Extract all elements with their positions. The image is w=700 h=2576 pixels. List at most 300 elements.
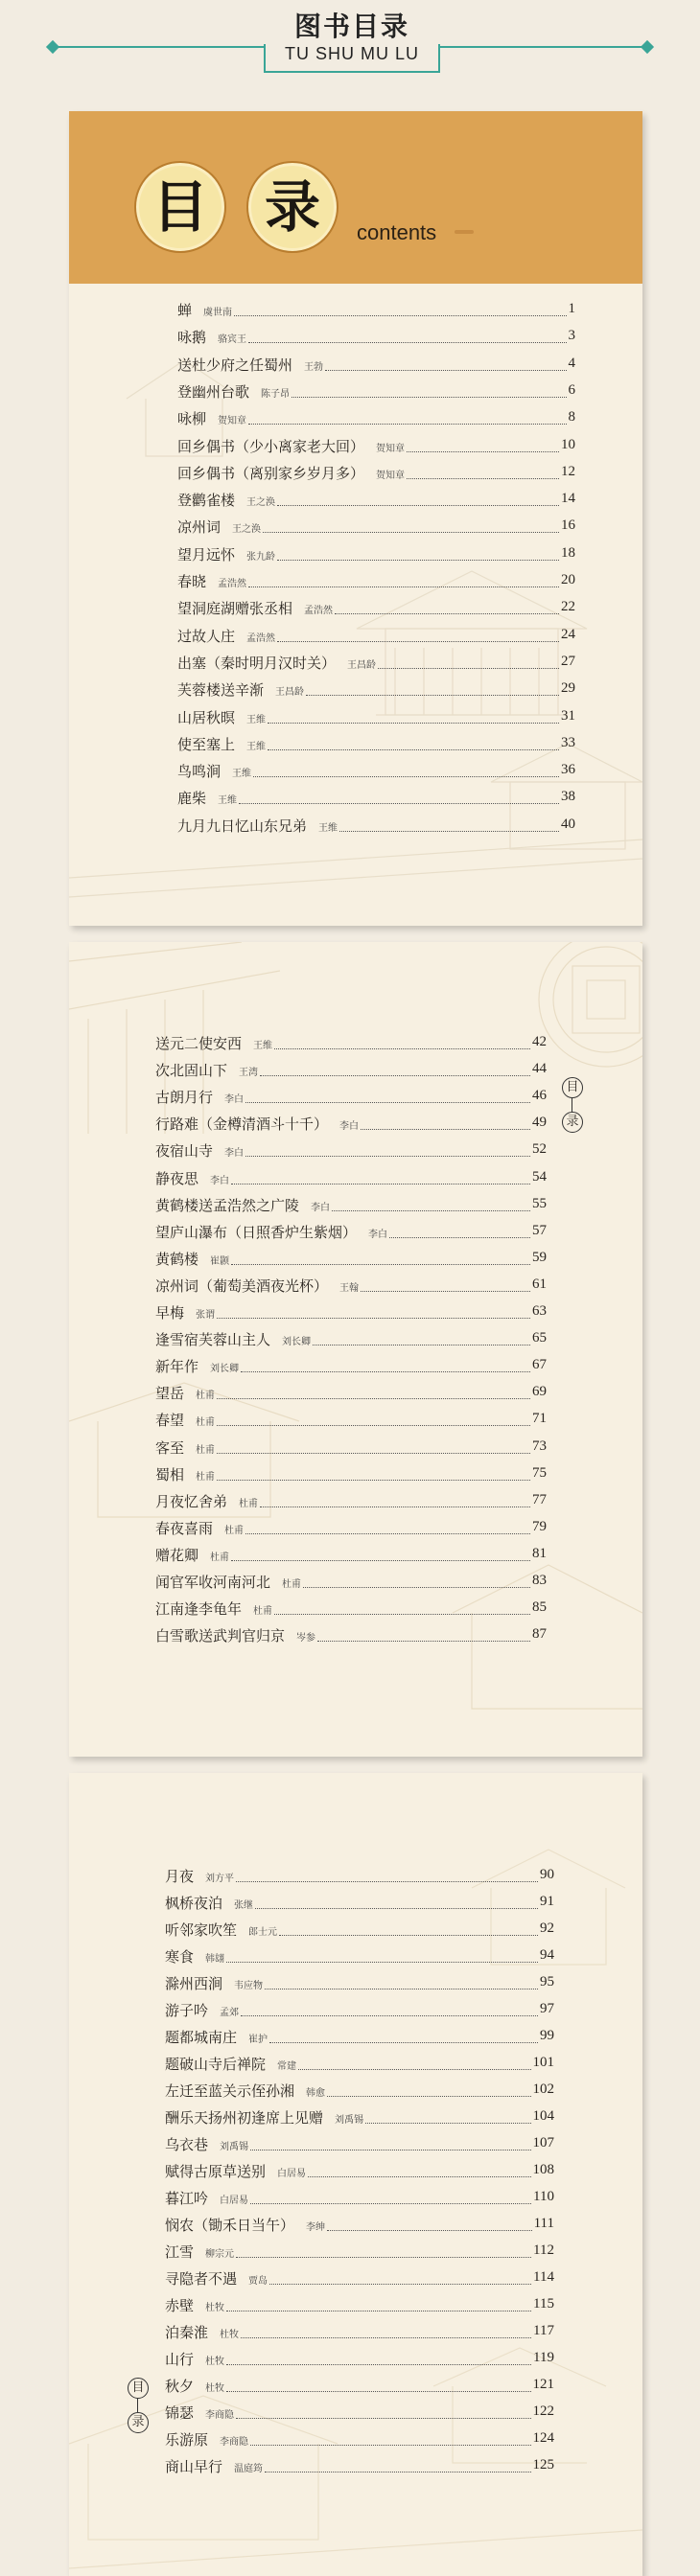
toc-entry-page-number: 117 bbox=[533, 2323, 554, 2338]
toc-entry-leader-dots bbox=[303, 1587, 530, 1588]
toc-entry[interactable] bbox=[69, 759, 642, 782]
toc-entry[interactable] bbox=[69, 2132, 642, 2155]
toc-entry-text bbox=[155, 1356, 239, 1376]
toc-entry-leader-dots bbox=[255, 1908, 538, 1909]
toc-entry-page-number: 4 bbox=[568, 355, 575, 371]
toc-entry-leader-dots bbox=[269, 2042, 538, 2043]
toc-entry-author: 王维 bbox=[218, 795, 238, 807]
toc-entry-text bbox=[155, 1518, 244, 1538]
toc-entry-text bbox=[177, 707, 266, 727]
toc-entry-leader-dots bbox=[389, 1237, 530, 1238]
toc-entry-title: 鹿柴 bbox=[177, 790, 207, 808]
toc-entry[interactable] bbox=[69, 1516, 642, 1539]
toc-entry-text bbox=[155, 1491, 258, 1511]
toc-entry[interactable] bbox=[69, 434, 642, 457]
toc-entry-leader-dots bbox=[248, 586, 559, 587]
toc-entry-leader-dots bbox=[245, 1156, 530, 1157]
toc-entry-leader-dots bbox=[361, 1291, 530, 1292]
toc-entry-page-number: 125 bbox=[532, 2457, 554, 2472]
toc-entry[interactable] bbox=[69, 1085, 642, 1108]
toc-entry-leader-dots bbox=[217, 1480, 530, 1481]
toc-entry-title: 听邻家吹笙 bbox=[165, 1921, 238, 1939]
toc-entry-author: 杜甫 bbox=[224, 1525, 245, 1536]
toc-entry-leader-dots bbox=[268, 749, 559, 750]
toc-entry-title: 月夜 bbox=[165, 1868, 195, 1885]
toc-entry-leader-dots bbox=[231, 1560, 530, 1561]
header-line-right bbox=[436, 46, 647, 48]
toc-entry-author: 白居易 bbox=[220, 2196, 249, 2206]
toc-entry-author: 温庭筠 bbox=[234, 2464, 264, 2474]
toc-entry[interactable] bbox=[69, 2079, 642, 2102]
toc-entry-title: 回乡偶书（离别家乡岁月多） bbox=[177, 464, 365, 482]
toc-entry-page-number: 40 bbox=[561, 816, 575, 832]
toc-entry-leader-dots bbox=[365, 2123, 530, 2124]
toc-entry[interactable] bbox=[69, 461, 642, 484]
header-diamond-right bbox=[641, 40, 654, 54]
toc-entry-page-number: 85 bbox=[532, 1599, 547, 1616]
toc-entry-text bbox=[165, 2268, 268, 2288]
toc-entry-text bbox=[155, 1410, 215, 1430]
toc-entry[interactable] bbox=[69, 569, 642, 592]
toc-entry-text bbox=[165, 1973, 263, 1993]
toc-entry-title: 赤壁 bbox=[165, 2297, 195, 2314]
toc-entry-text bbox=[165, 2134, 248, 2154]
toc-entry-page-number: 14 bbox=[561, 491, 575, 507]
toc-entry[interactable] bbox=[69, 1436, 642, 1459]
toc-entry-author: 岑参 bbox=[296, 1633, 316, 1644]
toc-entry[interactable] bbox=[69, 1408, 642, 1431]
toc-entry-author: 杜牧 bbox=[205, 2383, 225, 2394]
toc-entry-title: 夜宿山寺 bbox=[155, 1142, 214, 1161]
toc-entry[interactable] bbox=[69, 1623, 642, 1646]
toc-entry-page-number: 91 bbox=[540, 1894, 554, 1909]
toc-entry-text bbox=[177, 517, 261, 537]
toc-entry-title: 登鹳雀楼 bbox=[177, 492, 236, 510]
toc-entry-text bbox=[165, 2161, 306, 2181]
toc-entry-page-number: 46 bbox=[532, 1088, 547, 1104]
toc-entry-text bbox=[165, 2081, 325, 2101]
toc-entry-title: 芙蓉楼送辛渐 bbox=[177, 681, 265, 700]
toc-entry-page-number: 59 bbox=[532, 1249, 547, 1265]
toc-entry-page-number: 115 bbox=[533, 2296, 554, 2312]
toc-entry[interactable] bbox=[69, 1274, 642, 1297]
toc-entry-text bbox=[155, 1438, 215, 1458]
toc-entry-title: 使至塞上 bbox=[177, 735, 236, 753]
toc-entry-page-number: 73 bbox=[532, 1438, 547, 1454]
toc-entry-page-number: 97 bbox=[540, 2001, 554, 2016]
toc-entry-leader-dots bbox=[313, 1345, 530, 1346]
toc-entry[interactable] bbox=[69, 2266, 642, 2289]
toc-entry-text bbox=[155, 1195, 330, 1215]
toc-entry-page-number: 90 bbox=[540, 1867, 554, 1882]
toc-entry-page-number: 92 bbox=[540, 1920, 554, 1936]
toc-entry-text bbox=[155, 1329, 311, 1349]
toc-entry-text bbox=[165, 2188, 248, 2208]
toc-entry-author: 杜牧 bbox=[220, 2330, 240, 2340]
toc-entry-author: 王勃 bbox=[304, 361, 324, 373]
toc-entry-author: 陈子昂 bbox=[261, 388, 291, 400]
toc-entry-author: 王湾 bbox=[239, 1068, 259, 1079]
toc-entry-page-number: 83 bbox=[532, 1573, 547, 1588]
toc-entry-page-number: 111 bbox=[533, 2216, 554, 2231]
toc-entry[interactable] bbox=[69, 2186, 642, 2209]
toc-entry-page-number: 102 bbox=[532, 2082, 554, 2097]
toc-entry-page-number: 20 bbox=[561, 572, 575, 587]
toc-entry-text bbox=[155, 1033, 272, 1053]
toc-entry-text bbox=[165, 2054, 296, 2074]
toc-entry-page-number: 63 bbox=[532, 1303, 547, 1319]
toc-page-1 bbox=[69, 111, 642, 926]
toc-entry[interactable] bbox=[69, 2052, 642, 2075]
side-tab-lu: 录 bbox=[562, 1112, 583, 1133]
toc-entry-title: 白雪歌送武判官归京 bbox=[155, 1627, 286, 1645]
toc-entry[interactable] bbox=[69, 2454, 642, 2477]
toc-entry-text bbox=[177, 300, 232, 320]
toc-entry-title: 春望 bbox=[155, 1412, 185, 1430]
toc-entry-leader-dots bbox=[217, 1398, 530, 1399]
toc-entry[interactable] bbox=[69, 488, 642, 511]
toc-entry-page-number: 75 bbox=[532, 1464, 547, 1481]
toc-entry[interactable] bbox=[69, 1138, 642, 1162]
toc-entry-leader-dots bbox=[236, 2257, 531, 2258]
toc-entry[interactable] bbox=[69, 1166, 642, 1189]
toc-entry[interactable] bbox=[69, 2320, 642, 2343]
toc-entry[interactable] bbox=[69, 1220, 642, 1243]
toc-entry-title: 寒食 bbox=[165, 1948, 195, 1966]
toc-entry-page-number: 107 bbox=[532, 2135, 554, 2150]
toc-entry[interactable] bbox=[69, 1354, 642, 1377]
toc-entry[interactable] bbox=[69, 1300, 642, 1323]
toc-entry-title: 鸟鸣涧 bbox=[177, 763, 222, 781]
toc-entry-title: 闻官军收河南河北 bbox=[155, 1574, 271, 1591]
toc-entry-page-number: 12 bbox=[561, 463, 575, 479]
toc-entry-page-number: 54 bbox=[532, 1168, 547, 1184]
toc-entry-title: 乐游原 bbox=[165, 2431, 209, 2449]
toc-entry[interactable] bbox=[69, 1864, 642, 1887]
toc-entry[interactable] bbox=[69, 2347, 642, 2370]
toc-entry-author: 杜牧 bbox=[205, 2357, 225, 2367]
toc-entry-author: 贺知章 bbox=[376, 443, 406, 454]
toc-entry-author: 王维 bbox=[246, 741, 267, 752]
toc-entry[interactable] bbox=[69, 1462, 642, 1485]
toc-entry-leader-dots bbox=[279, 1935, 538, 1936]
toc-entry-page-number: 108 bbox=[532, 2162, 554, 2177]
toc-entry-leader-dots bbox=[239, 803, 559, 804]
toc-entry-leader-dots bbox=[407, 451, 559, 452]
toc-entry-author: 张继 bbox=[234, 1900, 254, 1911]
toc-entry[interactable] bbox=[69, 596, 642, 619]
toc-entry[interactable] bbox=[69, 2159, 642, 2182]
toc-entry-leader-dots bbox=[265, 1989, 538, 1990]
toc-entry-title: 山居秋暝 bbox=[177, 708, 236, 726]
toc-entry-page-number: 10 bbox=[561, 436, 575, 452]
toc-entry-text bbox=[155, 1060, 258, 1080]
toc-entry[interactable] bbox=[69, 1597, 642, 1620]
toc-entry[interactable] bbox=[69, 705, 642, 728]
toc-entry-title: 寻隐者不遇 bbox=[165, 2270, 238, 2288]
toc-entry-author: 韩翃 bbox=[205, 1954, 225, 1965]
toc-entry-leader-dots bbox=[253, 776, 559, 777]
toc-entry-text bbox=[155, 1464, 215, 1484]
toc-entry[interactable] bbox=[69, 542, 642, 565]
toc-entry-title: 山行 bbox=[165, 2351, 195, 2368]
toc-entry-leader-dots bbox=[231, 1264, 530, 1265]
toc-entry-author: 李白 bbox=[368, 1229, 388, 1240]
toc-entry-title: 登幽州台歌 bbox=[177, 382, 250, 401]
toc-entry-title: 泊秦淮 bbox=[165, 2324, 209, 2341]
toc-entry-leader-dots bbox=[317, 1641, 530, 1642]
toc-entry-author: 常建 bbox=[277, 2061, 297, 2072]
toc-entry-text bbox=[155, 1598, 272, 1619]
toc-entry-page-number: 44 bbox=[532, 1061, 547, 1077]
toc-entry-title: 暮江吟 bbox=[165, 2190, 209, 2207]
toc-entry-text bbox=[165, 1866, 234, 1886]
toc-entry-text bbox=[177, 544, 275, 564]
toc-entry-title: 咏鹅 bbox=[177, 329, 207, 347]
toc-entry[interactable] bbox=[69, 298, 642, 321]
toc-entry[interactable] bbox=[69, 786, 642, 809]
toc-entry-text bbox=[177, 598, 333, 618]
toc-entry[interactable] bbox=[69, 1058, 642, 1081]
toc-entry-author: 刘禹锡 bbox=[335, 2115, 364, 2126]
toc-entry-author: 孟浩然 bbox=[218, 579, 247, 589]
toc-entry-text bbox=[177, 355, 323, 375]
toc-entry-page-number: 87 bbox=[532, 1626, 547, 1643]
toc-entry-title: 江南逢李龟年 bbox=[155, 1600, 243, 1619]
toc-entry-leader-dots bbox=[217, 1318, 530, 1319]
toc-entry-title: 蜀相 bbox=[155, 1465, 185, 1484]
toc-entry-leader-dots bbox=[248, 424, 566, 425]
toc-entry-leader-dots bbox=[236, 2418, 530, 2419]
toc-entry-author: 刘方平 bbox=[205, 1874, 235, 1884]
toc-entry[interactable] bbox=[69, 814, 642, 837]
toc-entry[interactable] bbox=[69, 1112, 642, 1135]
toc-entry[interactable] bbox=[69, 1944, 642, 1967]
toc-entry-text bbox=[177, 327, 246, 347]
toc-entry[interactable] bbox=[69, 380, 642, 402]
toc-entry-leader-dots bbox=[327, 2230, 532, 2231]
toc-entry[interactable] bbox=[69, 678, 642, 701]
toc-entry[interactable] bbox=[69, 1570, 642, 1593]
toc-entry-page-number: 119 bbox=[533, 2350, 554, 2365]
toc-entry-page-number: 52 bbox=[532, 1141, 547, 1158]
toc-entry[interactable] bbox=[69, 2240, 642, 2263]
toc-entry-author: 王昌龄 bbox=[275, 687, 305, 699]
toc-entry[interactable] bbox=[69, 2105, 642, 2128]
toc-entry[interactable] bbox=[69, 1918, 642, 1941]
toc-entry[interactable] bbox=[69, 353, 642, 376]
toc-entry-author: 王翰 bbox=[339, 1282, 360, 1294]
toc-entry-leader-dots bbox=[245, 1102, 530, 1103]
toc-entry-author: 王维 bbox=[253, 1041, 273, 1051]
toc-entry-author: 杜甫 bbox=[239, 1498, 259, 1509]
toc-entry-page-number: 69 bbox=[532, 1384, 547, 1400]
toc-entry-text bbox=[165, 2456, 263, 2476]
toc-entry-page-number: 124 bbox=[532, 2430, 554, 2446]
header-title-pinyin: TU SHU MU LU bbox=[284, 44, 419, 63]
toc-entry-text bbox=[155, 1302, 215, 1322]
header-diamond-left bbox=[46, 40, 59, 54]
toc-entry-title: 滁州西涧 bbox=[165, 1975, 223, 1992]
toc-entry-text bbox=[165, 1893, 253, 1913]
toc-entry[interactable] bbox=[69, 2427, 642, 2450]
toc-entry-author: 崔颢 bbox=[210, 1255, 230, 1267]
toc-entry-page-number: 110 bbox=[533, 2189, 554, 2204]
toc-entry-author: 崔护 bbox=[248, 2035, 268, 2045]
toc-entry[interactable] bbox=[69, 1891, 642, 1914]
toc-entry-page-number: 6 bbox=[568, 381, 575, 398]
toc-entry-leader-dots bbox=[241, 2337, 531, 2338]
toc-entry-leader-dots bbox=[263, 532, 559, 533]
toc-entry-leader-dots bbox=[260, 1075, 530, 1076]
toc-entry-author: 王维 bbox=[246, 714, 267, 725]
toc-entry-leader-dots bbox=[268, 723, 559, 724]
toc-entry-author: 杜甫 bbox=[282, 1579, 302, 1590]
toc-entry-title: 送元二使安西 bbox=[155, 1035, 243, 1052]
toc-entry-page-number: 101 bbox=[532, 2055, 554, 2070]
toc-entry-author: 贺知章 bbox=[376, 470, 406, 481]
toc-entry[interactable] bbox=[69, 325, 642, 348]
toc-entry-text bbox=[177, 463, 405, 483]
contents-banner bbox=[69, 111, 642, 284]
toc-entry-title: 赠花卿 bbox=[155, 1546, 199, 1564]
toc-entry-page-number: 114 bbox=[533, 2269, 554, 2285]
toc-entry-leader-dots bbox=[308, 2176, 530, 2177]
toc-entry[interactable] bbox=[69, 2025, 642, 2048]
toc-entry-author: 李商隐 bbox=[220, 2437, 249, 2448]
toc-entry-leader-dots bbox=[250, 2203, 531, 2204]
toc-entry-leader-dots bbox=[332, 1210, 530, 1211]
toc-entry-leader-dots bbox=[292, 397, 566, 398]
toc-entry-leader-dots bbox=[277, 505, 559, 506]
toc-entry[interactable] bbox=[69, 1327, 642, 1350]
toc-entry-leader-dots bbox=[361, 1129, 530, 1130]
toc-entry-title: 蝉 bbox=[177, 302, 193, 319]
toc-entry-text bbox=[165, 1946, 224, 1966]
toc-entry-page-number: 55 bbox=[532, 1195, 547, 1211]
toc-entry-author: 王之涣 bbox=[232, 524, 262, 536]
toc-entry-text bbox=[155, 1140, 244, 1161]
toc-entry[interactable] bbox=[69, 624, 642, 647]
toc-entry-leader-dots bbox=[250, 2445, 530, 2446]
header-title-chinese: 图书目录 bbox=[264, 6, 440, 44]
toc-entry[interactable] bbox=[69, 1193, 642, 1216]
toc-entry[interactable] bbox=[69, 406, 642, 429]
toc-entry-leader-dots bbox=[236, 1881, 538, 1882]
toc-entry-text bbox=[155, 1572, 301, 1592]
toc-entry-page-number: 3 bbox=[568, 328, 575, 344]
toc-entry-author: 李白 bbox=[224, 1094, 245, 1106]
toc-entry-page-number: 65 bbox=[532, 1330, 547, 1346]
toc-entry-page-number: 29 bbox=[561, 680, 575, 697]
toc-entry-page-number: 42 bbox=[532, 1034, 547, 1049]
toc-entry[interactable] bbox=[69, 1489, 642, 1512]
toc-entry[interactable] bbox=[69, 732, 642, 755]
toc-entry-page-number: 57 bbox=[532, 1222, 547, 1238]
toc-entry[interactable] bbox=[69, 1971, 642, 1994]
toc-entry-title: 乌衣巷 bbox=[165, 2136, 209, 2153]
toc-entry-author: 杜甫 bbox=[196, 1471, 216, 1483]
toc-entry[interactable] bbox=[69, 515, 642, 538]
toc-entry-page-number: 77 bbox=[532, 1491, 547, 1507]
toc-entry-author: 郎士元 bbox=[248, 1927, 278, 1938]
toc-entry-title: 凉州词 bbox=[177, 518, 222, 537]
toc-entry-author: 王维 bbox=[318, 822, 338, 834]
toc-entry-author: 刘禹锡 bbox=[220, 2142, 249, 2152]
toc-entry[interactable] bbox=[69, 1031, 642, 1054]
toc-entry[interactable] bbox=[69, 2374, 642, 2397]
toc-entry-text bbox=[165, 2429, 248, 2450]
toc-entry-title: 古朗月行 bbox=[155, 1089, 214, 1107]
toc-entry-author: 李商隐 bbox=[205, 2410, 235, 2421]
toc-entry-title: 黄鹤楼送孟浩然之广陵 bbox=[155, 1196, 300, 1214]
toc-entry-title: 望洞庭湖赠张丞相 bbox=[177, 600, 293, 618]
toc-entry-author: 柳宗元 bbox=[205, 2249, 235, 2260]
toc-entry-page-number: 95 bbox=[540, 1974, 554, 1990]
toc-entry-title: 题都城南庄 bbox=[165, 2029, 238, 2046]
toc-entry-title: 望月远怀 bbox=[177, 545, 236, 564]
toc-entry-author: 孟浩然 bbox=[246, 632, 276, 644]
toc-entry-title: 悯农（锄禾日当午） bbox=[165, 2217, 295, 2234]
toc-entry-title: 枫桥夜泊 bbox=[165, 1895, 223, 1912]
toc-entry-title: 春夜喜雨 bbox=[155, 1519, 214, 1537]
toc-entry-author: 张九龄 bbox=[246, 551, 276, 563]
toc-entry-text bbox=[165, 2376, 224, 2396]
toc-entry-leader-dots bbox=[234, 315, 566, 316]
toc-entry[interactable] bbox=[69, 2213, 642, 2236]
toc-entry-title: 游子吟 bbox=[165, 2002, 209, 2019]
toc-entry-title: 静夜思 bbox=[155, 1169, 199, 1187]
toc-entry-author: 张谓 bbox=[196, 1310, 216, 1321]
toc-entry-title: 客至 bbox=[155, 1438, 185, 1457]
toc-entry-page-number: 33 bbox=[561, 734, 575, 750]
toc-entry-author: 杜甫 bbox=[210, 1552, 230, 1563]
toc-entry[interactable] bbox=[69, 2401, 642, 2424]
toc-entry-title: 凉州词（葡萄美酒夜光杯） bbox=[155, 1276, 329, 1295]
toc-entry[interactable] bbox=[69, 1543, 642, 1566]
toc-entry-text bbox=[165, 2000, 239, 2020]
leaf-icon bbox=[455, 230, 474, 234]
toc-entry-author: 孟浩然 bbox=[304, 606, 334, 617]
toc-entry-page-number: 22 bbox=[561, 599, 575, 615]
toc-entry-text bbox=[177, 653, 376, 673]
toc-entry-leader-dots bbox=[407, 478, 559, 479]
toc-entry-page-number: 112 bbox=[533, 2242, 554, 2258]
toc-entry-text bbox=[165, 2403, 234, 2423]
toc-entry-author: 白居易 bbox=[277, 2169, 307, 2179]
toc-entry-text bbox=[177, 381, 290, 402]
toc-entry-text bbox=[177, 408, 246, 428]
toc-entry-page-number: 27 bbox=[561, 653, 575, 669]
toc-entry-author: 杜甫 bbox=[253, 1606, 273, 1618]
toc-entry[interactable] bbox=[69, 1998, 642, 2021]
toc-entry-text bbox=[177, 761, 251, 781]
toc-entry[interactable] bbox=[69, 651, 642, 674]
toc-entry[interactable] bbox=[69, 1247, 642, 1270]
toc-entry-text bbox=[165, 2215, 325, 2235]
side-tab-lu: 录 bbox=[128, 2412, 149, 2433]
toc-entry[interactable] bbox=[69, 2293, 642, 2316]
toc-entry-text bbox=[165, 2242, 234, 2262]
toc-entry-text bbox=[155, 1222, 387, 1242]
toc-entry-page-number: 38 bbox=[561, 789, 575, 805]
toc-entry[interactable] bbox=[69, 1381, 642, 1404]
toc-entry-leader-dots bbox=[226, 2364, 531, 2365]
toc-entry-title: 送杜少府之任蜀州 bbox=[177, 356, 293, 374]
toc-entry-text bbox=[177, 490, 275, 510]
toc-entry-leader-dots bbox=[217, 1453, 530, 1454]
toc-entry-leader-dots bbox=[274, 1048, 530, 1049]
